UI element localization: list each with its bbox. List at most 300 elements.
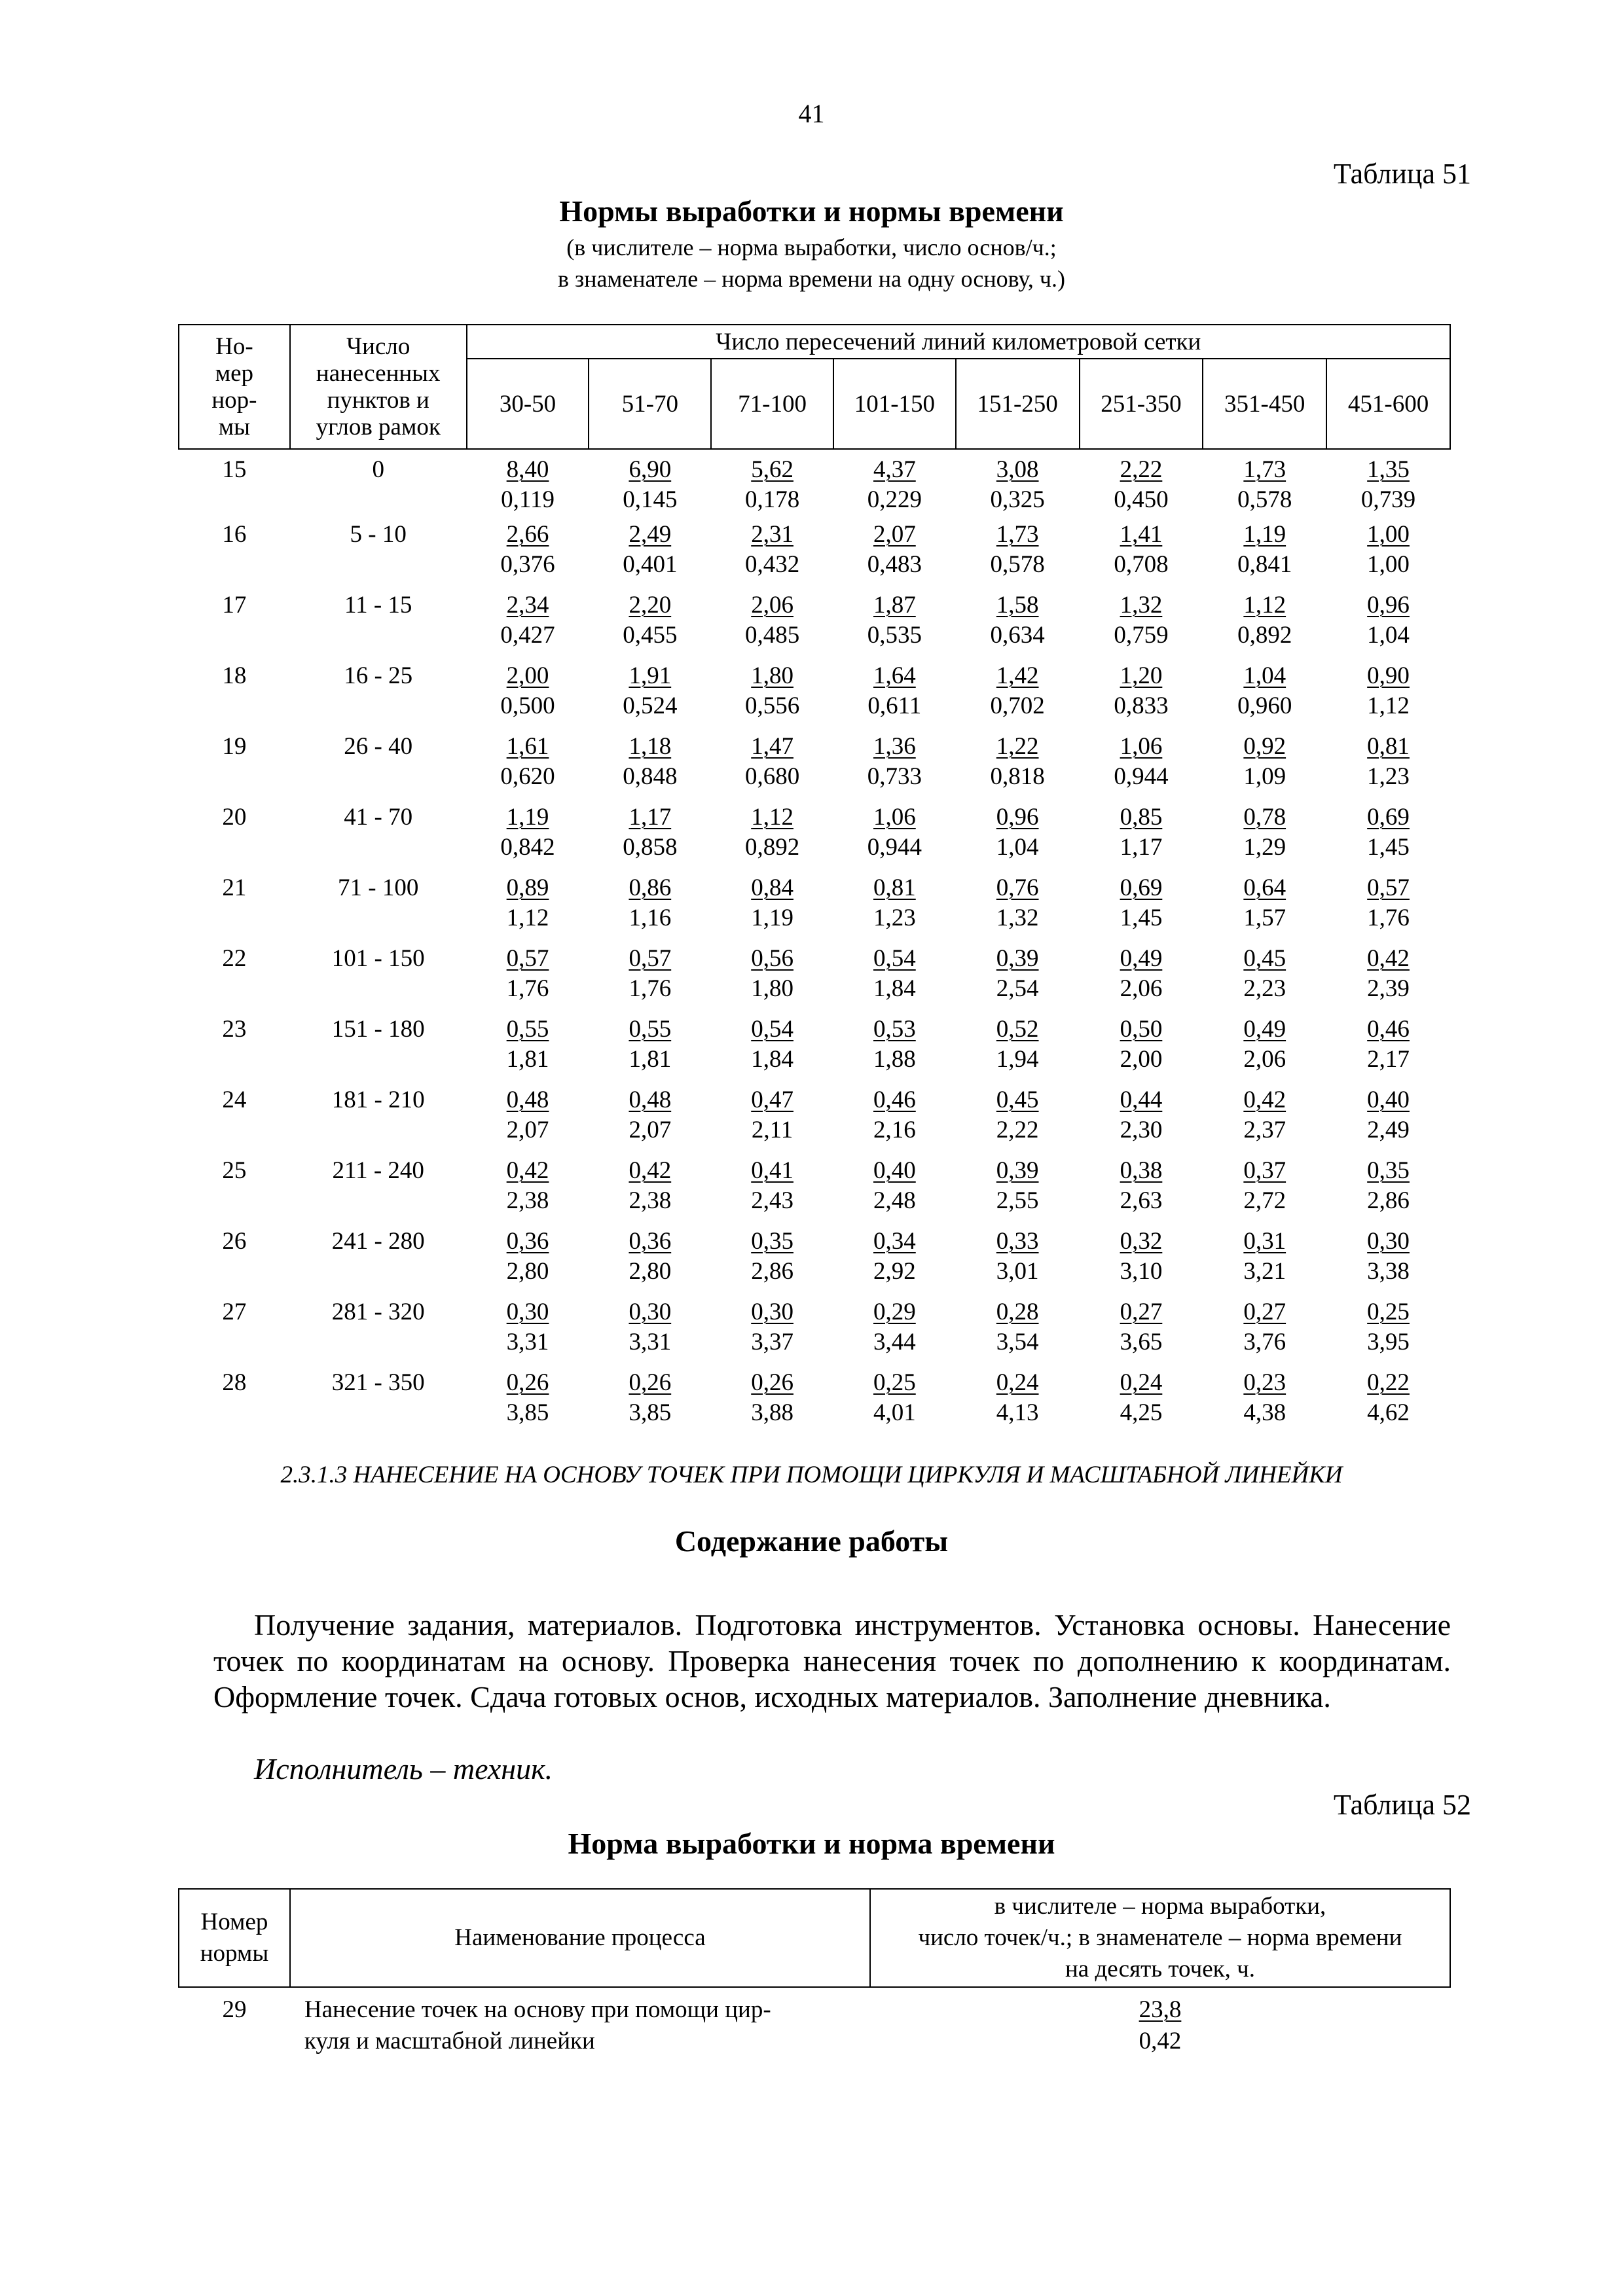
output-rate: 0,40 [873,1157,916,1184]
norm-cell [589,1297,711,1368]
norm-cell [467,1227,589,1297]
time-norm: 0,401 [623,551,678,578]
header-range: 251-350 [1080,359,1203,449]
norm-cell [589,732,711,802]
output-rate: 0,57 [506,945,549,972]
output-rate: 0,44 [1120,1086,1163,1113]
time-norm: 3,38 [1367,1258,1410,1285]
time-norm: 2,22 [996,1117,1039,1143]
output-rate: 0,36 [629,1228,672,1255]
time-norm: 2,30 [1120,1117,1163,1143]
time-norm: 0,119 [501,486,555,513]
work-content-title: Содержание работы [674,1524,949,1558]
table-row [179,732,1450,802]
norm-cell [711,661,833,732]
output-rate: 0,34 [873,1228,916,1255]
norm-cell [1326,449,1450,520]
output-rate: 1,22 [996,733,1039,760]
norm-value [870,1987,1450,2057]
norm-cell [1080,1368,1203,1439]
time-norm: 1,19 [751,905,793,931]
time-norm: 0,620 [500,763,555,790]
norm-cell [1203,1297,1326,1368]
norm-cell [467,1368,589,1439]
norm-cell [589,1156,711,1227]
output-rate: 0,90 [1367,662,1410,689]
table-row [179,1297,1450,1368]
output-rate: 0,27 [1243,1299,1286,1325]
table-row [179,449,1450,520]
norm-cell [589,661,711,732]
time-norm: 0,944 [1114,763,1169,790]
section-heading: 2.3.1.3 НАНЕСЕНИЕ НА ОСНОВУ ТОЧЕК ПРИ ПОМОЩИ ЦИРКУЛЯ И МАСШТАБНОЙ ЛИНЕЙКИ [280,1462,1343,1488]
norm-cell [1326,944,1450,1014]
time-norm: 0,535 [867,622,922,649]
time-norm: 0,892 [1237,622,1292,649]
output-rate: 0,57 [629,945,672,972]
output-rate: 0,30 [629,1299,672,1325]
output-rate: 0,55 [506,1016,549,1043]
norm-cell [1203,1156,1326,1227]
output-rate: 8,40 [506,456,549,483]
output-rate: 1,17 [629,804,672,831]
norm-cell [956,661,1080,732]
output-rate: 0,40 [1367,1086,1410,1113]
output-rate: 2,07 [873,521,916,548]
time-norm: 1,80 [751,975,793,1002]
output-rate: 0,24 [1120,1369,1163,1396]
time-norm: 2,43 [751,1187,793,1214]
time-norm: 0,524 [623,692,678,719]
output-rate: 0,30 [1367,1228,1410,1255]
output-rate: 2,49 [629,521,672,548]
norm-cell [956,1297,1080,1368]
output-rate: 1,32 [1120,592,1163,619]
norm-cell [467,1156,589,1227]
table-row [179,1156,1450,1227]
norm-number: 19 [222,733,247,760]
norm-cell [589,873,711,944]
norm-cell [956,449,1080,520]
page-number: 41 [798,99,825,128]
norm-cell [1326,873,1450,944]
time-norm: 0,680 [744,763,800,790]
output-rate: 1,20 [1120,662,1163,689]
time-norm: 3,76 [1243,1329,1286,1355]
time-norm: 2,23 [1243,975,1286,1002]
output-rate: 0,49 [1243,1016,1286,1043]
points-range: 5 - 10 [350,521,407,548]
output-rate: 2,66 [506,521,549,548]
norm-number: 22 [222,945,247,972]
norm-number: 21 [222,874,247,901]
output-rate: 0,49 [1120,945,1163,972]
output-rate: 4,37 [873,456,916,483]
output-rate: 2,06 [751,592,793,619]
output-rate: 0,81 [1367,733,1410,760]
time-norm: 0,960 [1237,692,1292,719]
time-norm: 1,84 [751,1046,793,1073]
norm-cell [1203,1014,1326,1085]
time-norm: 2,92 [873,1258,916,1285]
norm-cell [1203,661,1326,732]
output-rate: 1,64 [873,662,916,689]
header-range: 71-100 [711,359,833,449]
norm-cell [589,590,711,661]
norm-cell [833,732,956,802]
time-norm: 0,450 [1114,486,1169,513]
output-rate: 0,42 [506,1157,549,1184]
header-range: 51-70 [589,359,711,449]
time-norm: 3,65 [1120,1329,1163,1355]
norm-cell [956,802,1080,873]
output-rate: 0,96 [996,804,1039,831]
output-rate: 2,00 [506,662,549,689]
norm-cell [956,1227,1080,1297]
norm-cell [467,1014,589,1085]
norm-cell [1080,1085,1203,1156]
norm-cell [467,802,589,873]
time-norm: 4,25 [1120,1399,1163,1426]
time-norm: 2,38 [506,1187,549,1214]
table-row [179,661,1450,732]
norm-cell [1203,520,1326,590]
time-norm: 3,85 [506,1399,549,1426]
output-rate: 1,61 [506,733,549,760]
time-norm: 0,483 [867,551,922,578]
output-rate: 0,31 [1243,1228,1286,1255]
norm-cell [833,520,956,590]
time-norm: 1,45 [1120,905,1163,931]
output-rate: 0,50 [1120,1016,1163,1043]
table51-title: Нормы выработки и нормы времени [559,194,1064,228]
table-row [179,873,1450,944]
norm-cell [711,802,833,873]
output-rate: 1,42 [996,662,1039,689]
process-name: Нанесение точек на основу при помощи цир- куля и масштабной линейки [304,1996,771,2054]
points-range: 281 - 320 [331,1299,425,1325]
norm-cell [956,520,1080,590]
output-rate: 0,24 [996,1369,1039,1396]
output-rate: 0,48 [629,1086,672,1113]
output-rate: 0,42 [1367,945,1410,972]
output-rate: 0,85 [1120,804,1163,831]
output-rate: 0,32 [1120,1228,1163,1255]
output-rate: 1,06 [873,804,916,831]
points-range: 151 - 180 [331,1016,425,1043]
norm-number: 29 [222,1996,247,2023]
norm-cell [833,661,956,732]
norm-cell [1080,520,1203,590]
header-norm-number: Но- мер нор- мы [179,325,290,449]
time-norm: 0,759 [1114,622,1169,649]
output-rate: 1,06 [1120,733,1163,760]
time-norm: 4,01 [873,1399,916,1426]
output-rate: 0,28 [996,1299,1039,1325]
header-range: 351-450 [1203,359,1326,449]
time-norm: 0,848 [623,763,678,790]
time-norm: 1,45 [1367,834,1410,861]
output-rate: 0,26 [751,1369,793,1396]
time-norm: 0,739 [1360,486,1416,513]
table51-subtitle-line1: (в числителе – норма выработки, число основ/ч.; [566,234,1057,260]
norm-cell [711,1297,833,1368]
time-norm: 0,611 [867,692,922,719]
norm-cell [467,520,589,590]
output-rate: 0,64 [1243,874,1286,901]
norm-cell [467,944,589,1014]
output-rate: 1,58 [996,592,1039,619]
time-norm: 1,76 [1367,905,1410,931]
output-rate: 0,45 [1243,945,1286,972]
work-content-paragraph: Получение задания, материалов. Подготовка инструментов. Установка основы. Нанесение точек по координатам на основу. Проверка нанесения точек по дополнению к координатам. Оформление точек. Сдача готовых основ, исходных материалов. Заполнение дневника. [213,1608,1451,1713]
table52-title: Норма выработки и норма времени [568,1827,1055,1860]
norm-cell [589,802,711,873]
norm-number: 27 [222,1299,247,1325]
time-norm: 1,09 [1243,763,1286,790]
points-range: 11 - 15 [344,592,412,619]
time-norm: 2,07 [506,1117,549,1143]
norm-cell [711,732,833,802]
time-norm: 0,892 [744,834,800,861]
points-range: 181 - 210 [331,1086,425,1113]
output-rate: 1,41 [1120,521,1163,548]
time-norm: 2,80 [629,1258,672,1285]
output-rate: 0,81 [873,874,916,901]
norm-cell [1326,1297,1450,1368]
time-norm: 0,708 [1114,551,1169,578]
output-rate: 0,39 [996,945,1039,972]
table-row [179,1987,1450,2057]
norm-cell [1326,520,1450,590]
norm-cell [1326,802,1450,873]
time-norm: 0,556 [744,692,800,719]
output-rate: 0,35 [751,1228,793,1255]
norm-cell [589,944,711,1014]
norm-cell [467,732,589,802]
header-norm-number: Номер нормы [179,1889,290,1987]
output-rate: 0,48 [506,1086,549,1113]
norm-cell [1326,1156,1450,1227]
norm-cell [711,1227,833,1297]
time-norm: 2,06 [1120,975,1163,1002]
time-norm: 1,84 [873,975,916,1002]
norm-cell [1326,1085,1450,1156]
output-rate: 1,18 [629,733,672,760]
norm-cell [711,590,833,661]
norm-number: 16 [222,521,247,548]
table-row [179,1085,1450,1156]
time-norm: 2,38 [629,1187,672,1214]
time-norm: 3,37 [751,1329,793,1355]
time-norm: 2,00 [1120,1046,1163,1073]
output-rate: 0,52 [996,1016,1039,1043]
output-rate: 0,86 [629,874,672,901]
time-norm: 2,86 [1367,1187,1410,1214]
output-rate: 0,23 [1243,1369,1286,1396]
output-rate: 0,76 [996,874,1039,901]
time-norm: 1,81 [506,1046,549,1073]
table51-subtitle-line2: в знаменателе – норма времени на одну основу, ч.) [558,266,1065,292]
time-norm: 0,733 [867,763,922,790]
norm-number: 26 [222,1228,247,1255]
output-rate: 0,96 [1367,592,1410,619]
norm-cell [956,1156,1080,1227]
output-rate: 2,34 [506,592,549,619]
output-rate: 0,57 [1367,874,1410,901]
table-row [179,1014,1450,1085]
output-rate: 0,45 [996,1086,1039,1113]
time-norm: 1,12 [506,905,549,931]
time-norm: 0,578 [990,551,1045,578]
time-norm: 3,88 [751,1399,793,1426]
norm-cell [711,1368,833,1439]
time-norm: 3,31 [629,1329,672,1355]
time-norm: 2,86 [751,1258,793,1285]
output-rate: 0,37 [1243,1157,1286,1184]
norm-cell [711,520,833,590]
norm-cell [1203,1227,1326,1297]
output-rate: 0,25 [1367,1299,1410,1325]
output-rate: 0,25 [873,1369,916,1396]
norms-table-51 [178,324,1451,1439]
norm-cell [1080,873,1203,944]
norm-cell [589,1227,711,1297]
table-row [179,802,1450,873]
time-norm: 0,858 [623,834,678,861]
time-norm: 1,76 [629,975,672,1002]
norm-cell [1326,732,1450,802]
output-rate: 0,42 [629,1157,672,1184]
norm-number: 24 [222,1086,247,1113]
time-norm: 1,81 [629,1046,672,1073]
output-rate: 0,29 [873,1299,916,1325]
norm-cell [1080,661,1203,732]
table-row [179,1368,1450,1439]
norm-cell [589,1014,711,1085]
time-norm: 0,427 [500,622,555,649]
table52-label: Таблица 52 [1333,1789,1471,1821]
norm-cell [956,590,1080,661]
output-rate: 5,62 [751,456,793,483]
output-rate: 0,30 [506,1299,549,1325]
time-norm: 3,85 [629,1399,672,1426]
time-norm: 1,12 [1367,692,1410,719]
output-rate: 0,47 [751,1086,793,1113]
norm-cell [589,1085,711,1156]
norm-cell [1203,1085,1326,1156]
points-range: 101 - 150 [331,945,425,972]
table-row [179,944,1450,1014]
time-norm: 2,72 [1243,1187,1286,1214]
output-rate: 0,89 [506,874,549,901]
norm-cell [833,1156,956,1227]
time-norm: 2,48 [873,1187,916,1214]
time-norm: 1,94 [996,1046,1039,1073]
header-range: 101-150 [833,359,956,449]
time-norm: 0,229 [867,486,922,513]
header-process-name: Наименование процесса [290,1889,870,1987]
time-norm: 3,54 [996,1329,1039,1355]
time-norm: 0,145 [623,486,678,513]
output-rate: 0,26 [506,1369,549,1396]
output-rate: 0,41 [751,1157,793,1184]
output-rate: 0,22 [1367,1369,1410,1396]
time-norm: 1,23 [873,905,916,931]
norm-cell [833,1085,956,1156]
time-norm: 3,21 [1243,1258,1286,1285]
output-rate: 2,20 [629,592,672,619]
output-rate: 0,92 [1243,733,1286,760]
time-norm: 3,95 [1367,1329,1410,1355]
header-norm-values: в числителе – норма выработки, число точек/ч.; в знаменателе – норма времени на десять точек, ч. [870,1889,1450,1987]
header-points-count: Число нанесенных пунктов и углов рамок [290,325,467,449]
time-norm: 3,10 [1120,1258,1163,1285]
time-norm: 0,178 [744,486,800,513]
norm-number: 17 [222,592,247,619]
norm-number: 15 [222,456,247,483]
norm-cell [1326,590,1450,661]
norm-cell [956,1085,1080,1156]
output-rate: 1,04 [1243,662,1286,689]
norm-cell [711,944,833,1014]
norm-cell [1203,873,1326,944]
norm-cell [589,449,711,520]
points-range: 16 - 25 [344,662,413,689]
norm-cell [711,1156,833,1227]
norm-cell [711,873,833,944]
output-rate: 3,08 [996,456,1039,483]
norm-number: 18 [222,662,247,689]
time-norm: 1,17 [1120,834,1163,861]
output-rate: 0,84 [751,874,793,901]
time-norm: 2,39 [1367,975,1410,1002]
output-rate: 1,12 [1243,592,1286,619]
norm-cell [956,873,1080,944]
output-rate: 0,69 [1120,874,1163,901]
time-norm: 2,55 [996,1187,1039,1214]
output-rate: 1,73 [996,521,1039,548]
output-rate: 0,36 [506,1228,549,1255]
norm-cell [833,873,956,944]
time-norm: 3,01 [996,1258,1039,1285]
output-rate: 0,26 [629,1369,672,1396]
output-rate: 1,19 [506,804,549,831]
output-rate: 0,39 [996,1157,1039,1184]
output-rate: 0,30 [751,1299,793,1325]
norm-cell [1080,1297,1203,1368]
norm-cell [1080,449,1203,520]
points-range: 321 - 350 [331,1369,425,1396]
norm-cell [956,1368,1080,1439]
output-rate: 1,73 [1243,456,1286,483]
points-range: 0 [372,456,384,483]
output-rate: 2,31 [751,521,793,548]
output-rate: 0,38 [1120,1157,1163,1184]
norm-cell [1080,802,1203,873]
table-row [179,520,1450,590]
norm-number: 28 [222,1369,247,1396]
norm-cell [956,732,1080,802]
time-norm: 0,500 [500,692,555,719]
output-rate: 0,54 [751,1016,793,1043]
time-norm: 2,37 [1243,1117,1286,1143]
norm-cell [711,1085,833,1156]
time-norm: 0,432 [744,551,800,578]
output-rate: 0,46 [873,1086,916,1113]
time-norm: 0,485 [744,622,800,649]
time-norm: 0,325 [990,486,1045,513]
